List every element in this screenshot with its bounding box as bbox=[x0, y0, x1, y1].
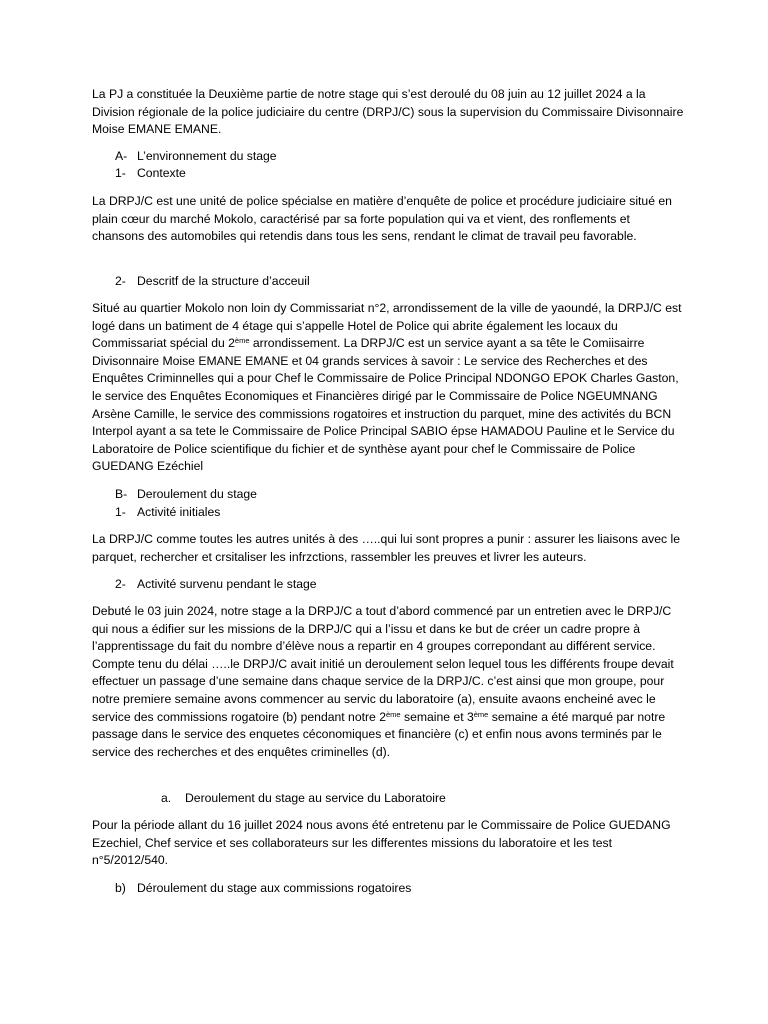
item-b-label: Déroulement du stage aux commissions rogatoires bbox=[137, 881, 412, 895]
subsection-b1-heading bbox=[115, 504, 220, 522]
subsection-b1-label: Activité initiales bbox=[137, 505, 221, 519]
item-a-label: Deroulement du stage au service du Laboratoire bbox=[185, 791, 446, 805]
section-a-heading bbox=[115, 148, 277, 166]
item-b-marker: b) bbox=[115, 881, 126, 895]
subsection-1-label: Contexte bbox=[137, 166, 186, 180]
structure-paragraph bbox=[92, 300, 684, 476]
item-a-heading bbox=[161, 790, 446, 808]
subsection-b1-marker: 1- bbox=[115, 505, 126, 519]
structure-superscript: ème bbox=[234, 336, 250, 346]
subsection-2-marker: 2- bbox=[115, 274, 126, 288]
survenu-text-3: semaine a été marqué par notre passage dans le service des enquetes céconomiques et financière (c) et enfin nous avons terminés par le service des recherches et des enquêtes criminelles (d). bbox=[92, 709, 666, 759]
subsection-b2-heading bbox=[115, 576, 317, 594]
item-b-heading bbox=[115, 880, 411, 898]
survenu-paragraph bbox=[92, 603, 684, 761]
survenu-superscript-1: ème bbox=[386, 709, 401, 719]
section-b-heading bbox=[115, 486, 257, 504]
section-b-label: Deroulement du stage bbox=[137, 487, 257, 501]
section-a-label: L’environnement du stage bbox=[137, 149, 277, 163]
section-b-marker: B- bbox=[115, 487, 128, 501]
structure-text-2: arrondissement. La DRPJ/C est un service ayant a sa tête le Comiisairre Divisonnaire Moise EMANE EMANE et 04 grands services à savoir : Le service des Recherches et des Enquêtes Criminnelles qui a pour Chef le Commissaire de Police Principal NDONGO EPOK Charles Gaston, le service des Enquêtes Economiques et Financières dirigé par le Commissaire de Police NGEUMNANG Arsène Camille, le service des commissions rogatoires et instruction du parquet, mine des activités du BCN Interpol ayant a sa tete le Commissaire de Police Principal SABIO épse HAMADOU Pauline et le Service du Laboratoire de Police scientifique du fichier et de synthèse ayant pour chef le Commissaire de Police GUEDANG Ezéchiel bbox=[92, 336, 679, 474]
survenu-text-1: Debuté le 03 juin 2024, notre stage a la DRPJ/C a tout d’abord commencé par un entretien avec le DRPJ/C qui nous a édifier sur les missions de la DRPJ/C qui a l’issu et dans ke but de créer un cadre propre à l’apprentissage du fait du nombre d’élève nous a repartir en 4 groupes correpondant au différent service. Compte tenu du délai …..le DRPJ/C avait initié un deroulement selon lequel tous les différents froupe devait effectuer un passage d’une semaine dans chaque service de la DRPJ/C. c’est ainsi que mon groupe, pour notre premiere semaine avons commencer au servic du laboratoire (a), ensuite avaons encheiné avec le service des commissions rogatoire (b) pendant notre 2 bbox=[92, 604, 674, 724]
structure-text-1: Situé au quartier Mokolo non loin dy Commissariat n°2, arrondissement de la ville de yaoundé, la DRPJ/C est logé dans un batiment de 4 étage qui s’appelle Hotel de Police qui abrite également les locaux du Commissariat spécial du 2 bbox=[92, 301, 682, 351]
subsection-2-label: Descritf de la structure d’acceuil bbox=[137, 274, 310, 288]
subsection-b2-label: Activité survenu pendant le stage bbox=[137, 577, 317, 591]
item-a-marker: a. bbox=[161, 791, 172, 805]
subsection-b2-marker: 2- bbox=[115, 577, 126, 591]
subsection-1-marker: 1- bbox=[115, 166, 126, 180]
survenu-superscript-2: ème bbox=[473, 709, 489, 719]
intro-paragraph: La PJ a constituée la Deuxième partie de notre stage qui s’est deroulé du 08 juin au 12 juillet 2024 a la Division régionale de la police judiciaire du centre (DRPJ/C) sous la supervision du Commissaire Divisonnaire Moise EMANE EMANE. bbox=[92, 87, 684, 137]
contexte-paragraph: La DRPJ/C est une unité de police spécialse en matière d’enquête de police et procédure judiciaire situé en plain cœur du marché Mokolo, caractérisé par sa forte population qui va et vient, des ronflements et chansons des automobiles qui retendis dans tous les sens, rendant le climat de travail peu favorable. bbox=[92, 194, 672, 244]
subsection-2-heading bbox=[115, 273, 310, 291]
subsection-1-heading bbox=[115, 165, 186, 183]
survenu-text-2: semaine et 3 bbox=[400, 709, 474, 724]
section-a-marker: A- bbox=[115, 149, 128, 163]
initiales-paragraph: La DRPJ/C comme toutes les autres unités à des …..qui lui sont propres a punir : assurer les liaisons avec le parquet, rechercher et crsitaliser les infrzctions, rassembler les preuves et livrer les auteurs. bbox=[92, 532, 680, 564]
laboratoire-paragraph: Pour la période allant du 16 juillet 2024 nous avons été entretenu par le Commissaire de Police GUEDANG Ezechiel, Chef service et ses collaborateurs sur les differentes missions du laboratoire et les test n°5/2012/540. bbox=[92, 818, 671, 868]
